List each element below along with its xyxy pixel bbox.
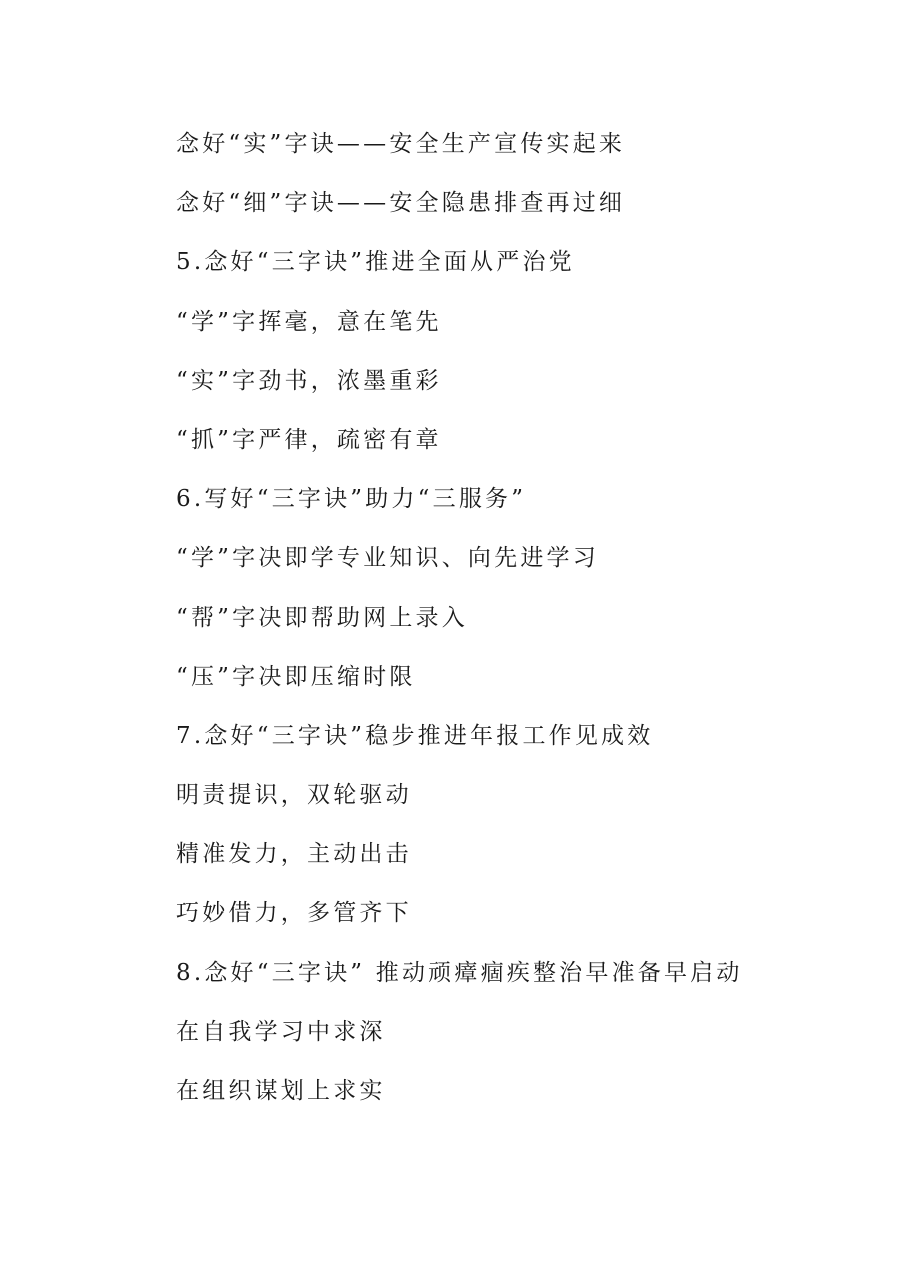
section-heading: 7.念好“三字诀”稳步推进年报工作见成效 [176,722,654,749]
text-line: 念好“细”字诀——安全隐患排查再过细 [176,190,626,217]
text-line: “学”字决即学专业知识、向先进学习 [176,545,599,572]
text-line: 在组织谋划上求实 [176,1078,386,1104]
section-heading: 5.念好“三字诀”推进全面从严治党 [176,249,575,276]
text-line: “实”字劲书，浓墨重彩 [176,367,442,394]
text-line: 明责提识，双轮驱动 [176,782,412,809]
text-line: “帮”字决即帮助网上录入 [176,604,468,631]
section-heading: 6.写好“三字诀”助力“三服务” [176,486,527,513]
text-line: 在自我学习中求深 [176,1018,386,1045]
text-line: “压”字决即压缩时限 [176,663,416,690]
text-line: “抓”字严律，疏密有章 [176,426,442,453]
text-line: “学”字挥毫，意在笔先 [176,308,442,335]
section-heading: 8.念好“三字诀” 推动顽瘴痼疾整治早准备早启动 [176,959,743,986]
document-body [176,126,876,1132]
text-line: 念好“实”字诀——安全生产宣传实起来 [176,131,626,157]
text-line: 精准发力，主动出击 [176,841,412,868]
text-line: 巧妙借力，多管齐下 [176,900,412,927]
